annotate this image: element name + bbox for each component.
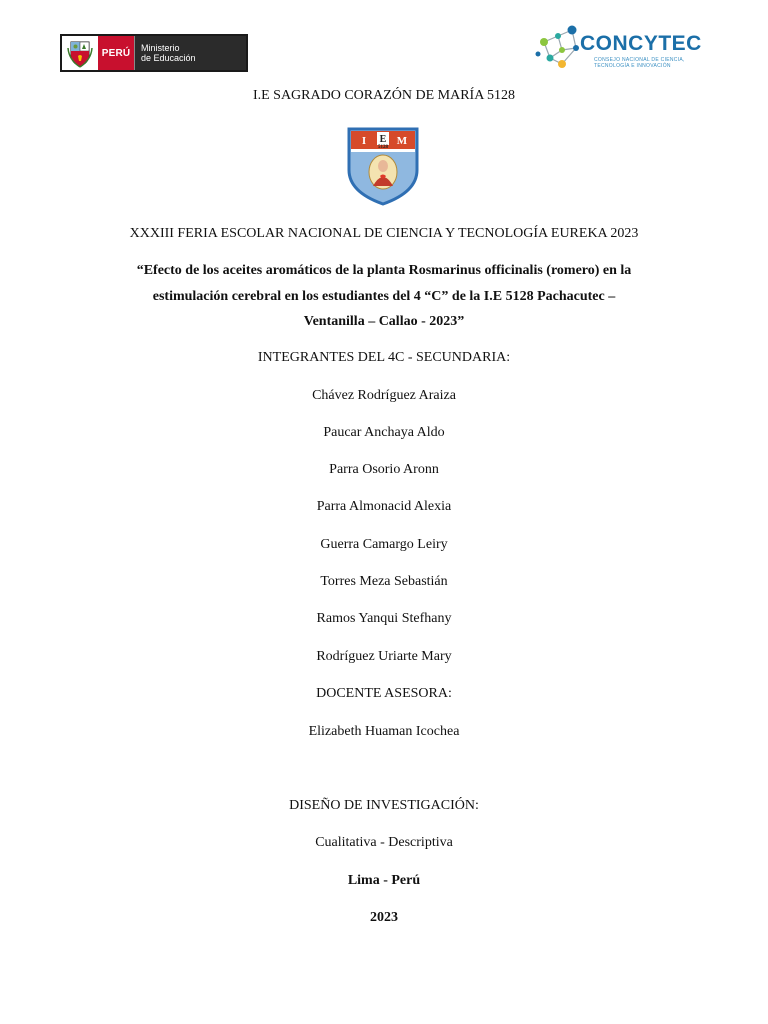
- year: 2023: [370, 910, 398, 925]
- shield-number: 5128: [378, 145, 388, 150]
- advisor-name: Elizabeth Huaman Icochea: [308, 724, 460, 739]
- member-name: Parra Osorio Aronn: [329, 462, 439, 477]
- project-title-line-2: estimulación cerebral en los estudiantes del 4 “C” de la I.E 5128 Pachacutec –: [152, 289, 616, 304]
- design-type: Cualitativa - Descriptiva: [315, 835, 453, 850]
- ministry-line-2: de Educación: [141, 53, 196, 63]
- advisor-heading: DOCENTE ASESORA:: [316, 686, 452, 701]
- concytec-tagline: CONSEJO NACIONAL DE CIENCIA, TECNOLOGÍA E INNOVACIÓN: [594, 57, 685, 69]
- member-name: Chávez Rodríguez Araiza: [312, 388, 456, 403]
- member-name: Paucar Anchaya Aldo: [323, 425, 445, 440]
- place: Lima - Perú: [347, 873, 421, 888]
- project-title-line-3: Ventanilla – Callao - 2023”: [303, 314, 465, 329]
- shield-letter-i: I: [361, 135, 367, 147]
- school-name: I.E SAGRADO CORAZÓN DE MARÍA 5128: [252, 88, 516, 103]
- ministry-label: [134, 36, 246, 70]
- concytec-logo: [532, 20, 722, 76]
- member-name: Guerra Camargo Leiry: [320, 537, 448, 552]
- member-name: Parra Almonacid Alexia: [316, 499, 452, 514]
- members-heading: INTEGRANTES DEL 4C - SECUNDARIA:: [257, 350, 511, 365]
- school-shield-icon: [345, 126, 421, 206]
- member-name: Rodríguez Uriarte Mary: [316, 649, 452, 664]
- minedu-logo: [60, 34, 248, 72]
- peru-label: PERÚ: [98, 36, 134, 70]
- event-name: XXXIII FERIA ESCOLAR NACIONAL DE CIENCIA Y TECNOLOGÍA EUREKA 2023: [129, 226, 639, 241]
- design-heading: DISEÑO DE INVESTIGACIÓN:: [289, 798, 479, 813]
- project-title-line-1: “Efecto de los aceites aromáticos de la planta Rosmarinus officinalis (romero) en la: [136, 263, 632, 278]
- member-name: Torres Meza Sebastián: [320, 574, 448, 589]
- shield-letter-e: E: [379, 134, 387, 145]
- member-name: Ramos Yanqui Stefhany: [316, 611, 452, 626]
- concytec-brand: CONCYTEC: [580, 32, 702, 55]
- network-nodes-icon: [532, 20, 584, 76]
- shield-letter-m: M: [396, 135, 408, 147]
- ministry-line-1: Ministerio: [141, 43, 180, 53]
- peru-coat-of-arms-icon: [62, 36, 98, 70]
